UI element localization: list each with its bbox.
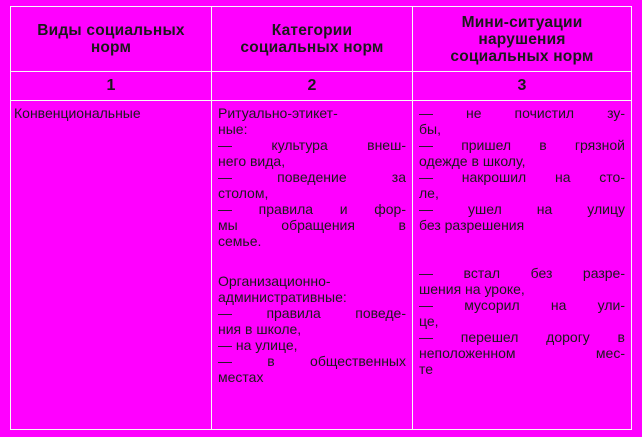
- category-line: столом,: [218, 185, 269, 201]
- header-types-line-1: Виды социальных: [37, 22, 185, 39]
- column-number-3: 3: [413, 72, 632, 101]
- category-line: него вида,: [218, 153, 286, 169]
- header-types-line-2: норм: [90, 39, 132, 56]
- situation-line: — встал без разре-: [419, 265, 625, 281]
- situation-line: бы,: [419, 121, 441, 137]
- header-categories: [212, 7, 413, 72]
- situation-line: ле,: [419, 185, 439, 201]
- category-line: — в общественных: [218, 353, 406, 369]
- category-line: — правила и фор-: [218, 201, 406, 217]
- number-row: [11, 72, 632, 101]
- situation-line: — ушел на улицу: [419, 201, 625, 217]
- header-categories-line-1: Категории: [271, 22, 353, 39]
- group-spacer: [218, 249, 406, 273]
- categories-group-ritual: [218, 105, 406, 249]
- category-line: Ритуально-этикет-: [218, 105, 338, 121]
- situation-line: неположенном мес-: [419, 345, 625, 361]
- header-row: [11, 7, 632, 72]
- category-line: семье.: [218, 233, 262, 249]
- situation-line: — накрошил на сто-: [419, 169, 625, 185]
- situation-line: — мусорил на ули-: [419, 297, 625, 313]
- header-types: [11, 7, 212, 72]
- situation-line: без разрешения: [419, 217, 525, 233]
- situation-line: — перешел дорогу в: [419, 329, 625, 345]
- category-line: местах: [218, 369, 264, 385]
- group-spacer: [419, 233, 625, 265]
- situation-line: — пришел в грязной: [419, 137, 625, 153]
- cell-norm-type: [11, 101, 212, 430]
- column-number-1: 1: [11, 72, 212, 101]
- cell-mini-situations: [413, 101, 632, 430]
- category-line: Организационно-: [218, 273, 331, 289]
- cell-norm-categories: [212, 101, 413, 430]
- situations-group-organizational: [419, 265, 625, 377]
- header-situations: [413, 7, 632, 72]
- category-line: — правила поведе-: [218, 305, 406, 321]
- situations-group-ritual: [419, 105, 625, 233]
- situation-line: одежде в школу,: [419, 153, 526, 169]
- situation-line: це,: [419, 313, 439, 329]
- norm-type-text: Конвенциональные: [14, 105, 141, 121]
- header-situations-line-2: нарушения: [478, 30, 566, 48]
- header-situations-line-1: Мини-ситуации: [461, 13, 583, 31]
- category-line: ния в школе,: [218, 321, 302, 337]
- category-line: мы обращения в: [218, 217, 406, 233]
- category-line: административные:: [218, 289, 347, 305]
- norms-table-wrapper: [10, 6, 631, 434]
- header-situations-line-3: социальных норм: [450, 47, 594, 65]
- category-line: ные:: [218, 121, 248, 137]
- situation-line: — не почистил зу-: [419, 105, 625, 121]
- social-norms-table: [10, 6, 632, 430]
- content-row: [11, 101, 632, 430]
- category-line: — поведение за: [218, 169, 406, 185]
- situation-line: шения на уроке,: [419, 281, 525, 297]
- header-categories-line-2: социальных норм: [240, 39, 384, 56]
- situation-line: те: [419, 361, 434, 377]
- category-line: — культура внеш-: [218, 137, 406, 153]
- column-number-2: 2: [212, 72, 413, 101]
- categories-group-organizational: [218, 273, 406, 385]
- category-line: — на улице,: [218, 337, 298, 353]
